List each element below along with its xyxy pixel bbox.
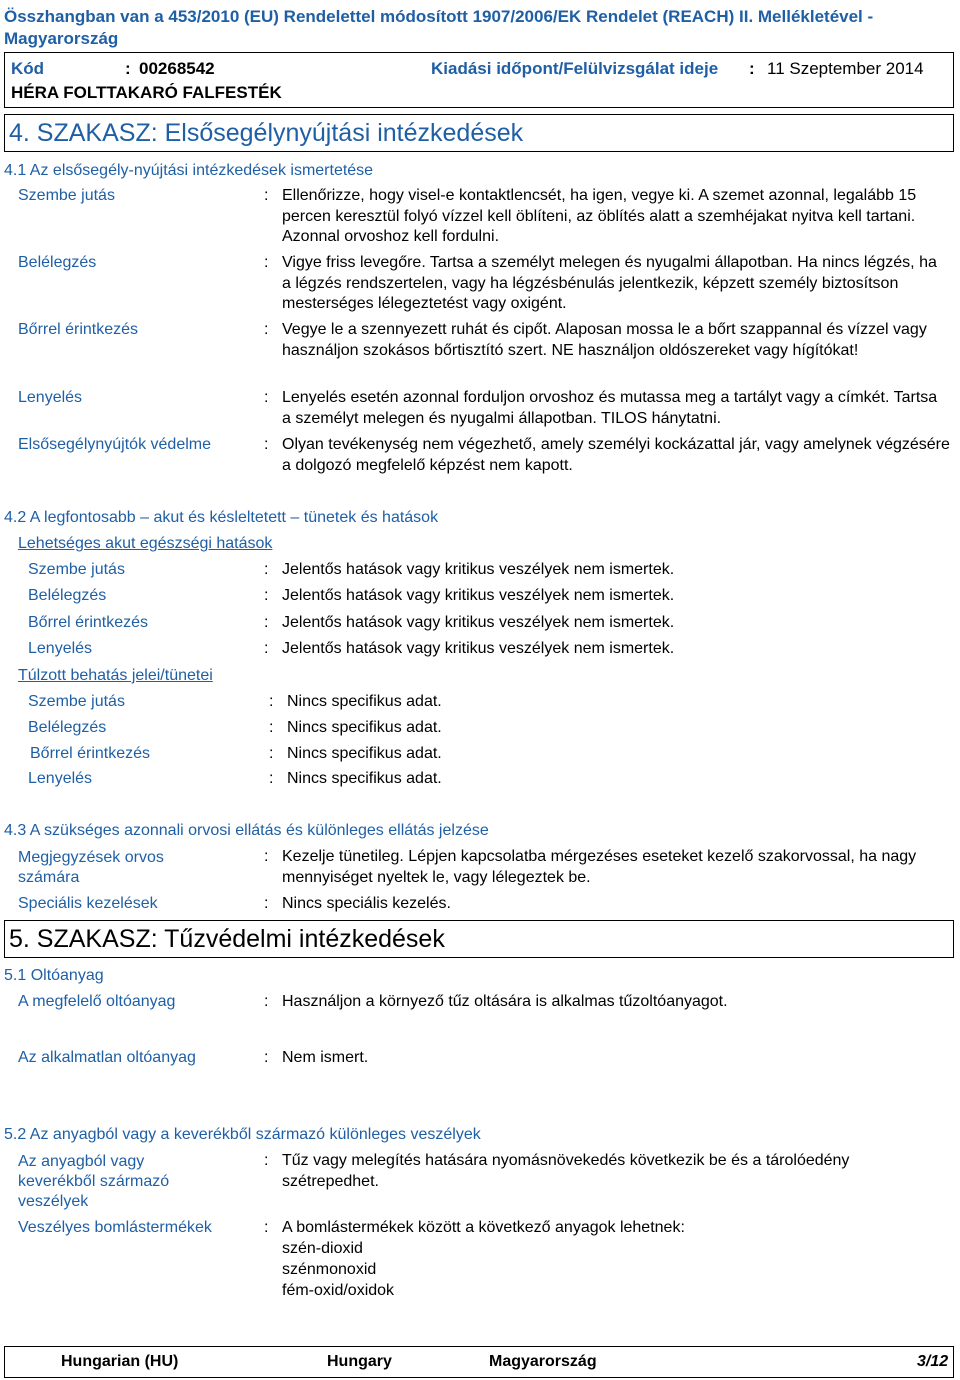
acute-skin-value: Jelentős hatások vagy kritikus veszélyek nem ismertek. [282,614,675,631]
section4-title: 4. SZAKASZ: Elsősegélynyújtási intézkedések [9,119,524,147]
hazards-label: Az anyagból vagy keverékből származó veszélyek [18,1153,170,1210]
overexp-ingest-value: Nincs specifikus adat. [287,770,442,787]
overexp-skin-value: Nincs specifikus adat. [287,745,442,762]
s41-ingest-value: Lenyelés esetén azonnal forduljon orvoshoz és mutassa meg a tartályt vagy a címkét. Tartsa a személyt melegen és nyugalmi állapotban. TILOS hánytatni. [282,389,938,427]
s43-title: 4.3 A szükséges azonnali orvosi ellátás és különleges ellátás jelzése [4,822,489,839]
colon: : [264,321,269,338]
s41-inhale-label: Belélegzés [18,254,97,271]
colon: : [264,1219,269,1236]
overexp-skin-label: Bőrrel érintkezés [30,745,151,762]
footer-country: Hungary [327,1353,392,1370]
colon: : [264,389,269,406]
colon: : [269,719,274,736]
overexp-eye-value: Nincs specifikus adat. [287,693,442,710]
document-header-box [4,52,954,108]
acute-inhale-value: Jelentős hatások vagy kritikus veszélyek nem ismertek. [282,587,675,604]
unsuitable-media-value: Nem ismert. [282,1049,369,1066]
acute-effects-heading: Lehetséges akut egészségi hatások [18,535,273,552]
overexp-eye-label: Szembe jutás [28,693,125,710]
code-colon: : [125,59,131,78]
acute-ingest-label: Lenyelés [28,640,93,657]
s41-skin-value: Vegye le a szennyezett ruhát és cipőt. Alaposan mossa le a bőrt szappannal és vízzel vagy használjon szokásos bőrtisztító szert. NE használjon oldószereket vagy hígítókat! [282,321,927,359]
s41-firstaider-value: Olyan tevékenység nem végezhető, amely személyi kockázattal jár, vagy amelynek végzésére a dolgozó megfelelő képzést nem kapott. [282,436,950,474]
colon: : [264,1152,269,1169]
regulation-header: Összhangban van a 453/2010 (EU) Rendelettel módosított 1907/2006/EK Rendelet (REACH) II. Mellékletével - Magyarország [4,7,874,48]
colon: : [269,693,274,710]
colon: : [269,745,274,762]
page-footer [4,1346,954,1378]
decomposition-label: Veszélyes bomlástermékek [18,1219,212,1236]
suitable-media-value: Használjon a környező tűz oltására is alkalmas tűzoltóanyagot. [282,993,728,1010]
s52-title: 5.2 Az anyagból vagy a keverékből származó különleges veszélyek [4,1126,481,1143]
section5-title-box [4,920,954,958]
colon: : [264,848,269,865]
acute-skin-label: Bőrrel érintkezés [28,614,149,631]
colon: : [264,1049,269,1066]
special-treatment-label: Speciális kezelések [18,895,158,912]
colon: : [264,587,269,604]
s41-skin-label: Bőrrel érintkezés [18,321,139,338]
acute-eye-value: Jelentős hatások vagy kritikus veszélyek nem ismertek. [282,561,675,578]
unsuitable-media-label: Az alkalmatlan oltóanyag [18,1049,196,1066]
acute-inhale-label: Belélegzés [28,587,107,604]
header-code-row [11,59,941,79]
section4-title-box [4,114,954,152]
colon: : [264,993,269,1010]
footer-language: Hungarian (HU) [61,1353,179,1370]
section5-title: 5. SZAKASZ: Tűzvédelmi intézkedések [9,925,445,953]
product-name: HÉRA FOLTTAKARÓ FALFESTÉK [11,83,282,102]
s41-firstaider-label: Elsősegélynyújtók védelme [18,436,211,453]
colon: : [264,561,269,578]
overexp-ingest-label: Lenyelés [28,770,93,787]
special-treatment-value: Nincs speciális kezelés. [282,895,451,912]
s41-eye-value: Ellenőrizze, hogy visel-e kontaktlencsét, ha igen, vegye ki. A szemet azonnal, legalább 15 percen keresztül folyó vízzel kell öblíteni, az öblítés alatt a szemhéjakat nyitva kell tartani. Azonnal orvoshoz kell fordulni. [282,187,917,245]
s41-title: 4.1 Az elsősegély-nyújtási intézkedések ismertetése [4,162,374,179]
colon: : [269,770,274,787]
decomposition-value: A bomlástermékek között a következő anyagok lehetnek: [282,1219,685,1236]
colon: : [264,640,269,657]
colon: : [264,895,269,912]
colon: : [264,614,269,631]
acute-ingest-value: Jelentős hatások vagy kritikus veszélyek nem ismertek. [282,640,675,657]
colon: : [264,187,269,204]
doctor-notes-label: Megjegyzések orvos számára [18,849,164,886]
footer-page-number: 3/12 [917,1353,949,1370]
overexp-inhale-label: Belélegzés [28,719,107,736]
doctor-notes-value: Kezelje tünetileg. Lépjen kapcsolatba mérgezéses eseteket kezelő szakorvossal, ha nagy mennyiséget nyeltek le, vagy lélegeztek be. [282,848,917,886]
acute-eye-label: Szembe jutás [28,561,125,578]
s41-eye-label: Szembe jutás [18,187,115,204]
date-colon: : [749,59,755,78]
date-value: 11 Szeptember 2014 [767,59,924,78]
s42-title: 4.2 A legfontosabb – akut és késleltetett – tünetek és hatások [4,509,439,526]
hazards-value: Tűz vagy melegítés hatására nyomásnövekedés következik be és a tárolóedény szétrepedhet. [282,1152,850,1190]
suitable-media-label: A megfelelő oltóanyag [18,993,176,1010]
overexp-inhale-value: Nincs specifikus adat. [287,719,442,736]
code-label: Kód [11,59,45,78]
footer-country-local: Magyarország [489,1353,597,1370]
s41-inhale-value: Vigye friss levegőre. Tartsa a személyt melegen és nyugalmi állapotban. Ha nincs légzés, ha a légzés rendszertelen, vagy ha légzésbénulás jelentkezik, képzett személy biztosítson mesterséges lélegeztetést vagy oxigént. [282,254,937,312]
colon: : [264,436,269,453]
decomposition-item: szénmonoxid [282,1261,377,1278]
overexposure-heading: Túlzott behatás jelei/tünetei [18,667,213,684]
decomposition-item: fém-oxid/oxidok [282,1282,395,1299]
decomposition-item: szén-dioxid [282,1240,363,1257]
date-label: Kiadási időpont/Felülvizsgálat ideje [431,59,719,78]
s41-ingest-label: Lenyelés [18,389,83,406]
s51-title: 5.1 Oltóanyag [4,967,104,984]
code-value: 00268542 [139,59,215,78]
colon: : [264,254,269,271]
